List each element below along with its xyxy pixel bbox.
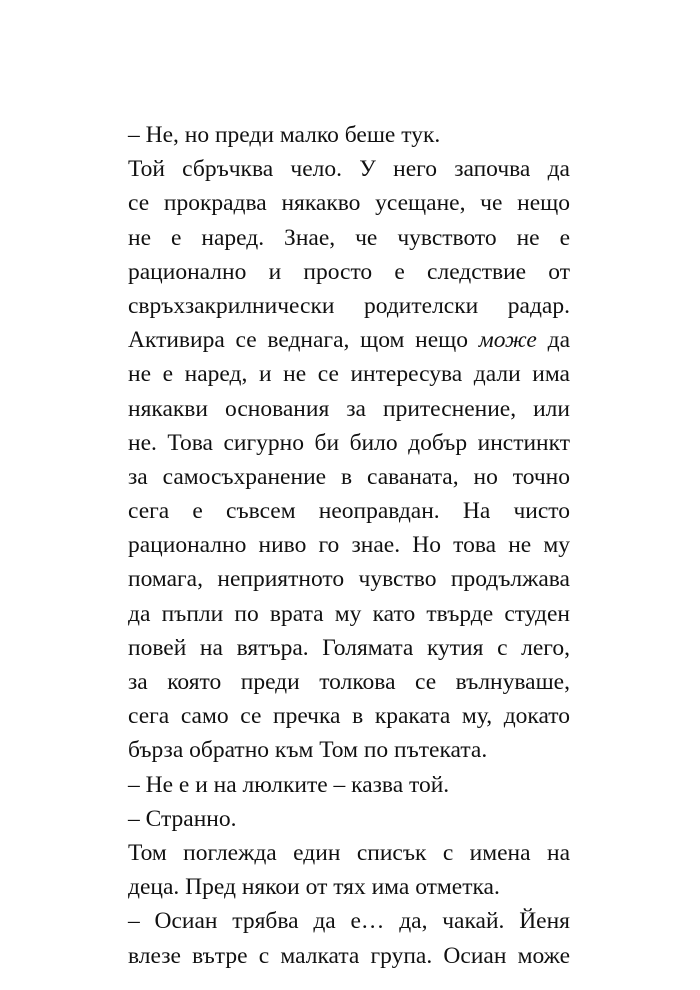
text-line: свръхзакрилнически родителски радар.: [128, 292, 570, 319]
italic-word: може: [478, 327, 537, 354]
text-line: за която преди толкова се вълнуваше,: [128, 669, 570, 695]
text-line: Той сбръчква чело. У него започва да: [128, 156, 570, 183]
paragraph-1: [128, 118, 570, 152]
text-line: бърза обратно към Том по пътеката.: [128, 737, 488, 764]
paragraph-3: [128, 768, 570, 802]
paragraph-2: [128, 152, 570, 767]
text-line: – Не, но преди малко беше тук.: [128, 122, 441, 148]
text-line: влезе вътре с малката група. Осиан може: [128, 942, 570, 969]
paragraph-6: [128, 904, 570, 972]
text-line: не е наред, и не се интересува дали има: [128, 361, 570, 388]
text-line: да пъпли по врата му като твърде студен: [128, 600, 570, 627]
text-line: сега само се пречка в краката му, докато: [128, 703, 570, 730]
paragraph-5: [128, 836, 570, 904]
paragraph-4: [128, 802, 570, 836]
text-line: сега е съвсем неоправдан. На чисто: [128, 498, 570, 525]
text-line: рационално ниво го знае. Но това не му: [128, 532, 570, 559]
text-line: за самосъхранение в саваната, но точно: [128, 463, 570, 490]
text-line: Том поглежда един списък с имена на: [128, 839, 570, 866]
page-body-text: [128, 118, 570, 973]
text-line: някакви основания за притеснение, или: [128, 395, 570, 422]
text-segment: Активира се веднага, щом нещо: [128, 327, 479, 354]
text-line: – Осиан трябва да е… да, чакай. Йеня: [128, 908, 570, 935]
text-line: повей на вятъра. Голямата кутия с лего,: [128, 634, 570, 661]
text-line-with-emphasis: [128, 323, 570, 357]
text-line: рационално и просто е следствие от: [128, 258, 570, 285]
text-line: не. Това сигурно би било добър инстинкт: [128, 429, 570, 456]
text-line: – Не е и на люлките – казва той.: [128, 771, 450, 798]
text-line: се прокрадва някакво усещане, че нещо: [128, 190, 570, 217]
text-line: деца. Пред някои от тях има отметка.: [128, 874, 500, 901]
text-line: не е наред. Знае, че чувството не е: [128, 224, 570, 251]
text-segment: да: [536, 327, 570, 354]
text-line: помага, неприятното чувство продължава: [128, 566, 570, 593]
text-line: – Странно.: [128, 805, 237, 832]
